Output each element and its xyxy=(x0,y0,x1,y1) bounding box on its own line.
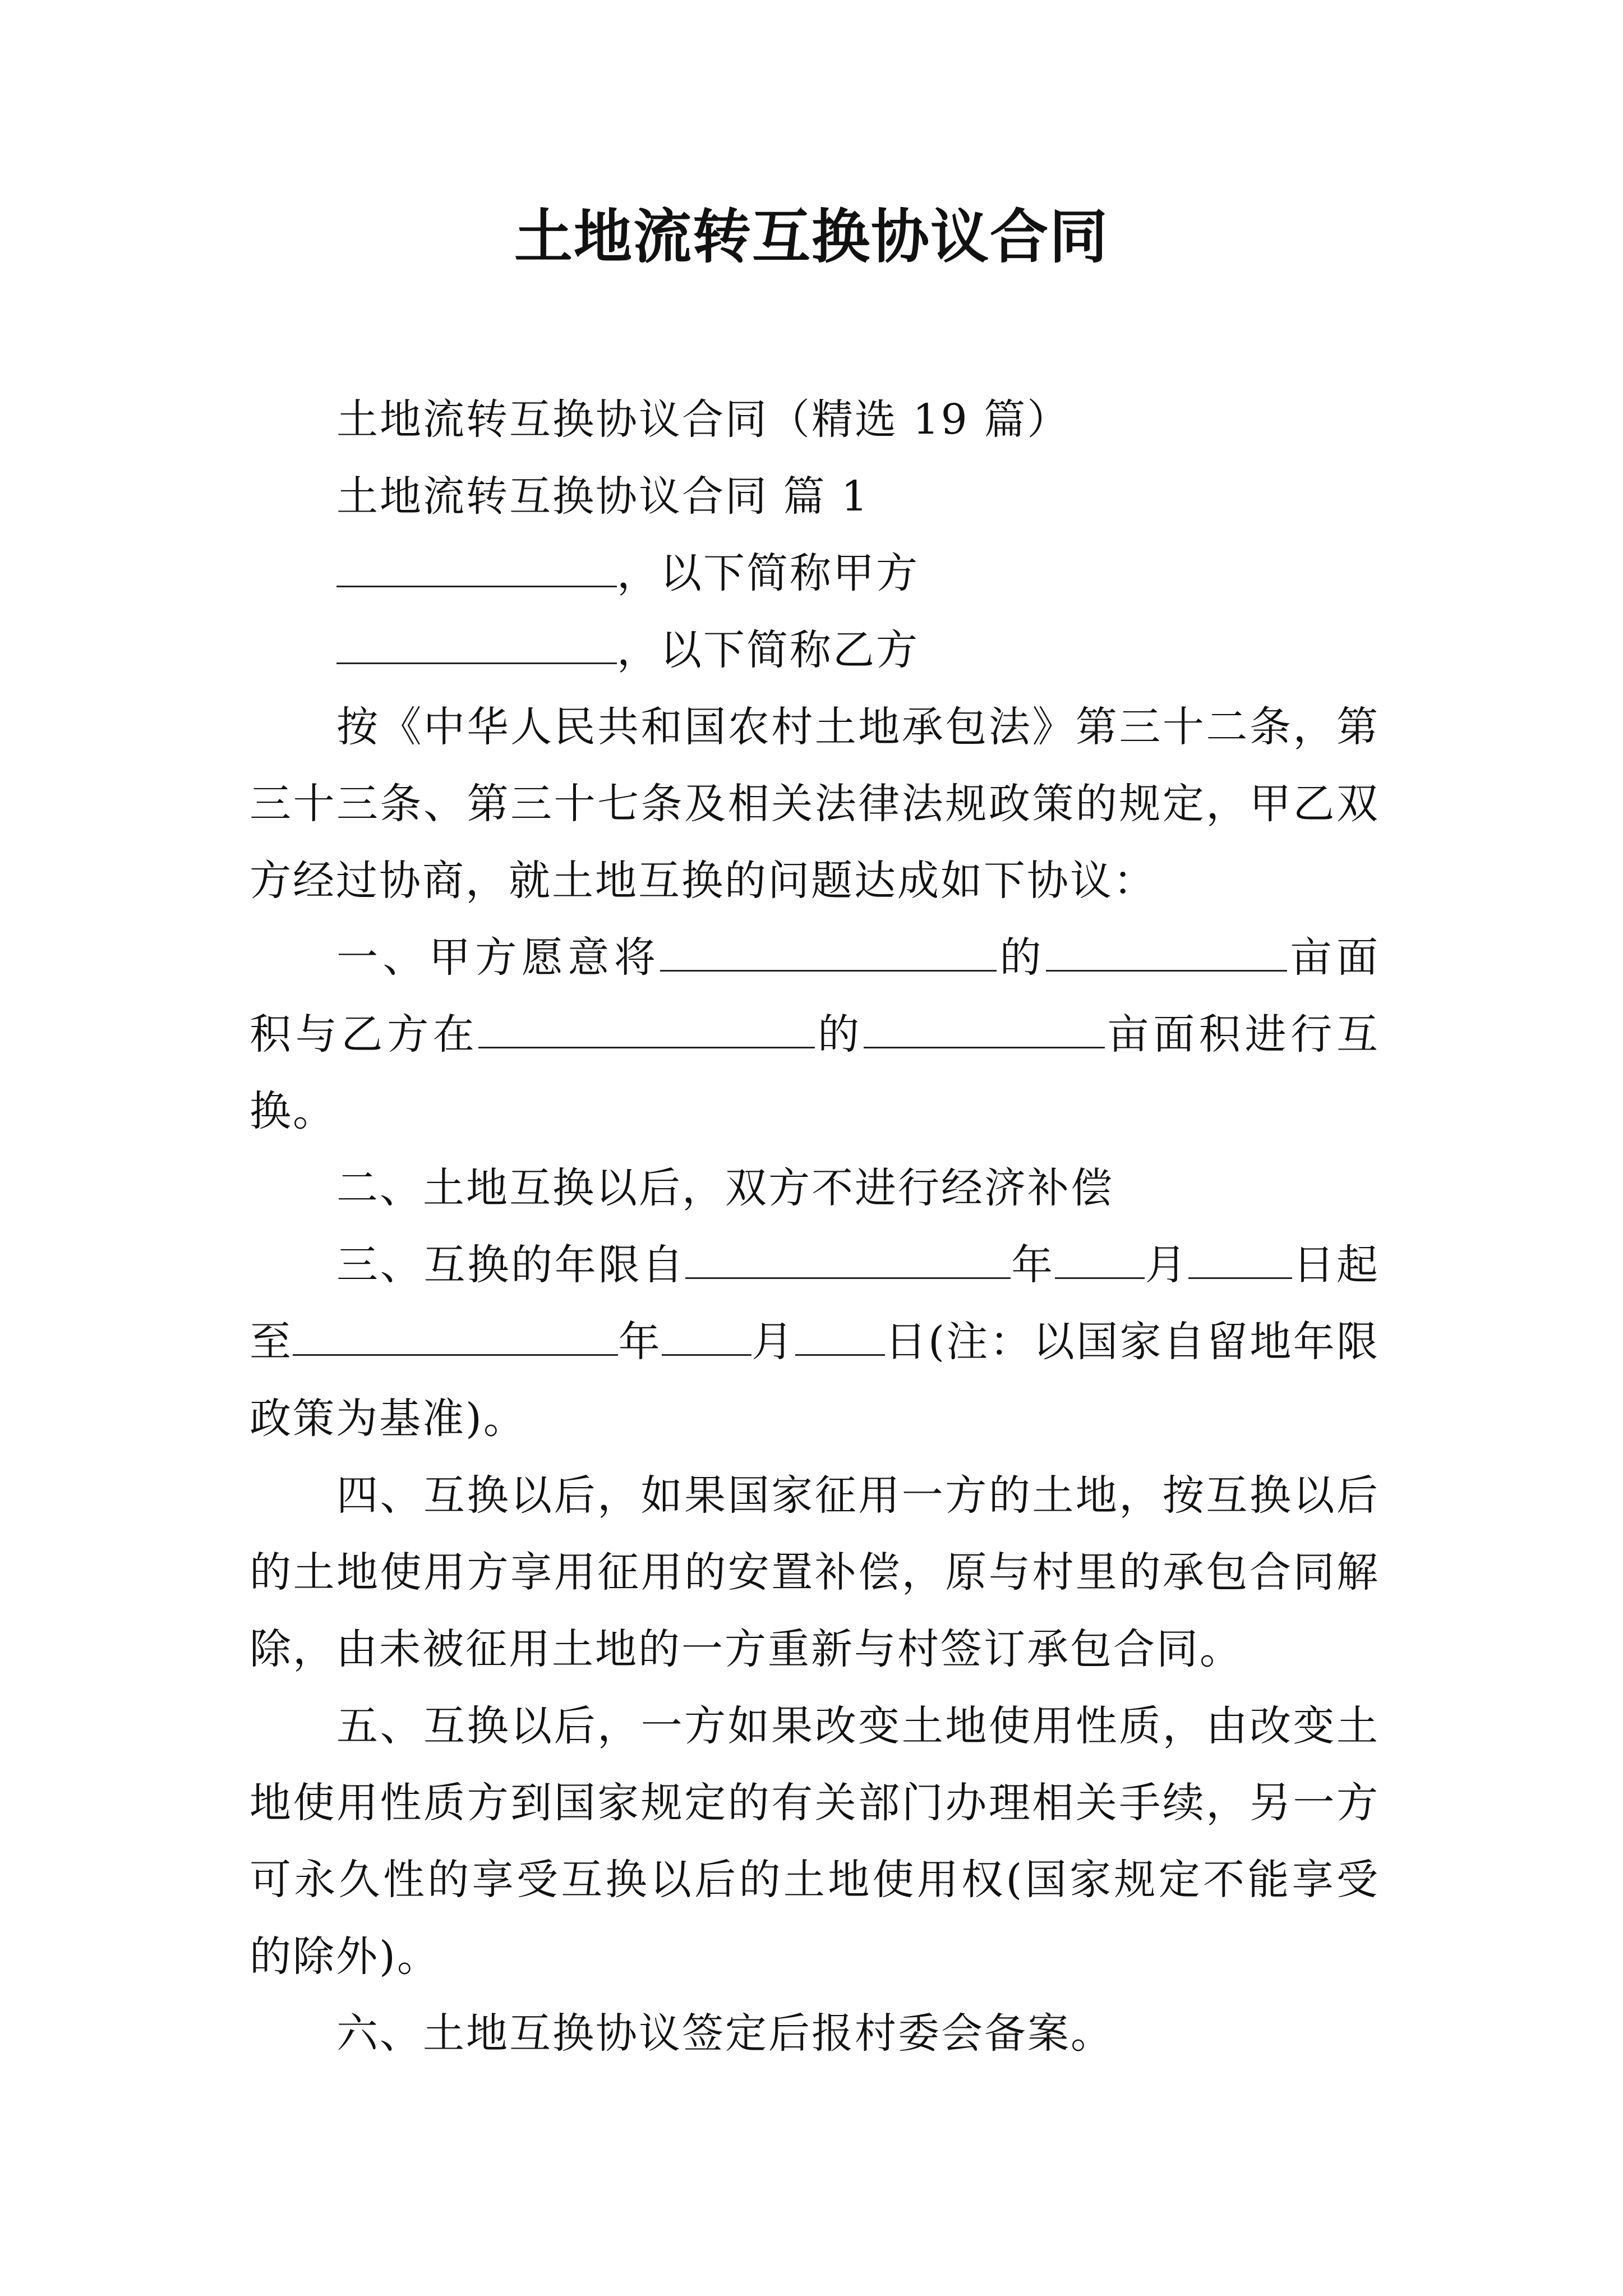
clause-6: 六、土地互换协议签定后报村委会备案。 xyxy=(336,2009,1114,2058)
clause-3-month-label: 月 xyxy=(1144,1241,1189,1289)
clause-1-blank-location-a xyxy=(660,932,997,972)
clause-5: 五、互换以后，一方如果改变土地使用性质，由改变土地使用性质方到国家规定的有关部门办理相关手续，另一方可永久性的享受互换以后的土地使用权(国家规定不能享受的除外)。 xyxy=(250,1702,1380,1981)
document-body xyxy=(250,381,1380,2072)
clause-1-blank-plot-a xyxy=(1046,932,1287,972)
party-b-blank xyxy=(336,625,617,664)
clause-3-day-from-label: 日起至 xyxy=(250,1241,1380,1366)
clause-1-text-5: 亩面积进行互换。 xyxy=(250,1010,1380,1135)
clause-1-text-4: 的 xyxy=(815,1010,864,1059)
clause-3-month2-label: 月 xyxy=(751,1318,795,1366)
clause-1-text-1: 一、甲方愿意将 xyxy=(336,933,661,982)
clause-3-text-1: 三、互换的年限自 xyxy=(336,1241,686,1289)
clause-3-blank-start-month xyxy=(1055,1240,1145,1279)
clause-3-blank-start-year xyxy=(685,1240,1011,1279)
clause-3-blank-start-day xyxy=(1188,1240,1292,1279)
clause-2: 二、土地互换以后，双方不进行经济补偿 xyxy=(336,1164,1114,1212)
clause-1-blank-plot-b xyxy=(864,1009,1105,1048)
party-b-line xyxy=(250,612,1380,689)
preamble-paragraph: 按《中华人民共和国农村土地承包法》第三十二条，第三十三条、第三十七条及相关法律法规政策的规定，甲乙双方经过协商，就土地互换的问题达成如下协议： xyxy=(250,703,1380,905)
clause-1 xyxy=(250,919,1380,1150)
party-b-label: ，以下简称乙方 xyxy=(617,626,919,674)
clause-4: 四、互换以后，如果国家征用一方的土地，按互换以后的土地使用方享用征用的安置补偿，原与村里的承包合同解除，由未被征用土地的一方重新与村签订承包合同。 xyxy=(250,1471,1380,1673)
party-a-line xyxy=(250,535,1380,612)
party-a-blank xyxy=(336,548,617,587)
clause-3-blank-end-year xyxy=(293,1317,618,1356)
clause-3 xyxy=(250,1227,1380,1457)
clause-3-year2-label: 年 xyxy=(618,1318,662,1366)
document-title: 土地流转互换协议合同 xyxy=(514,202,1109,271)
document-subtitle: 土地流转互换协议合同（精选 19 篇） xyxy=(336,395,1071,444)
section-heading: 土地流转互换协议合同 篇 1 xyxy=(336,472,870,521)
clause-3-tail: 日(注：以国家自留地年限政策为基准)。 xyxy=(250,1318,1380,1443)
clause-3-blank-end-day xyxy=(795,1317,885,1356)
clause-3-blank-end-month xyxy=(662,1317,751,1356)
party-a-label: ，以下简称甲方 xyxy=(617,549,919,597)
clause-1-text-3: 亩面积与乙方在 xyxy=(250,933,1380,1059)
clause-1-text-2: 的 xyxy=(997,933,1046,982)
clause-3-year-label: 年 xyxy=(1011,1241,1055,1289)
clause-1-blank-location-b xyxy=(478,1009,815,1048)
